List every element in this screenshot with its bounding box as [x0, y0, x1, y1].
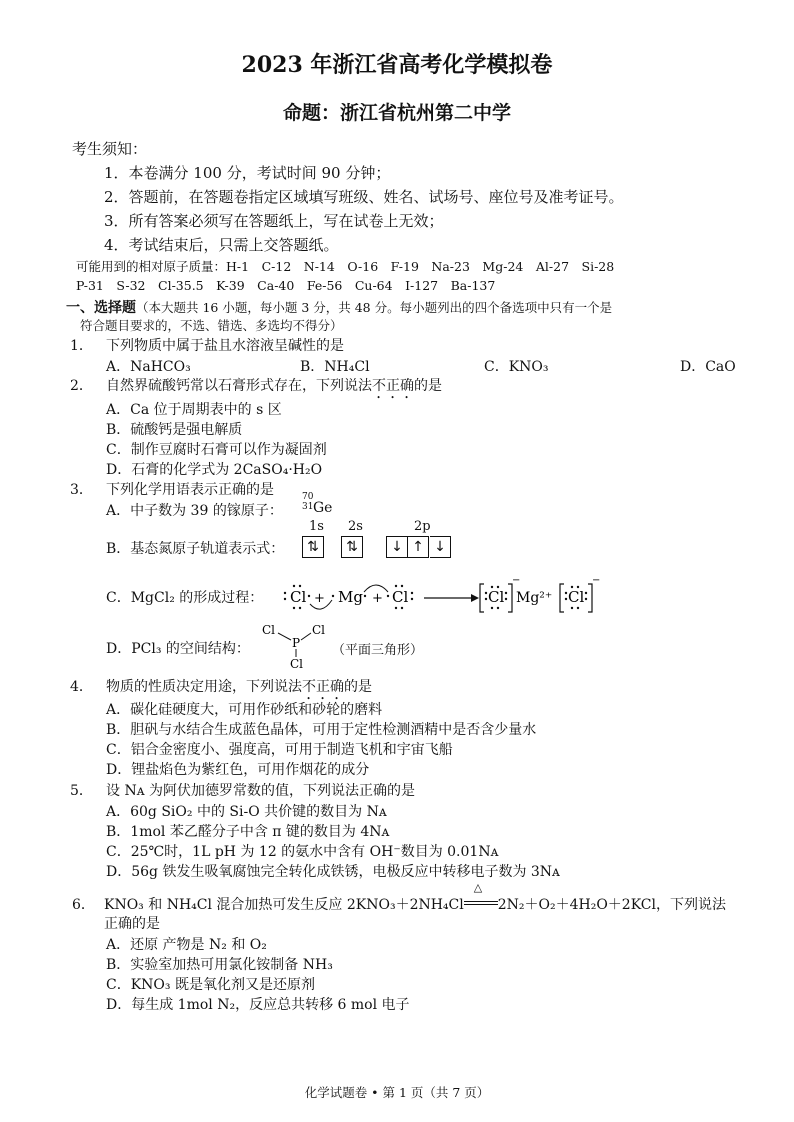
notice-heading: 考生须知： [72, 140, 148, 158]
orbital-box-1s: ⇅ [302, 536, 324, 558]
q6-stem-part-1: KNO₃ 和 NH₄Cl 混合加热可发生反应 2KNO₃＋2NH₄Cl [104, 897, 464, 913]
q3-stem: 下列化学用语表示正确的是 [106, 482, 274, 498]
pcl3-cl-right: Cl [312, 623, 326, 637]
q5-option-b: B．1mol 苯乙醛分子中含 π 键的数目为 4Nᴀ [106, 824, 390, 840]
q4-stem-pre: 物质的性质决定用途，下列说法 [106, 679, 302, 695]
q4-option-a: A．碳化硅硬度大，可用作砂纸和砂轮的磨料 [106, 702, 383, 718]
ion-mg2: Mg²⁺ [516, 590, 553, 606]
orbital-box-2s: ⇅ [341, 536, 363, 558]
atomic-mass-line-1: 可能用到的相对原子质量：H-1 C-12 N-14 O-16 F-19 Na-23 Mg-24 Al-27 Si-28 [76, 259, 615, 274]
q4-option-d: D．锂盐焰色为紫红色，可用作烟花的成分 [106, 762, 370, 778]
section-header [66, 297, 612, 317]
q3-option-a: A．中子数为 39 的镓原子： [106, 503, 283, 519]
q3-number: 3． [70, 482, 93, 498]
delta-symbol: △ [473, 881, 483, 894]
orbital-label-1s: 1s [309, 519, 324, 534]
q2-option-b: B．硫酸钙是强电解质 [106, 422, 243, 438]
q4-stem-emphasis: 不正确 [302, 679, 344, 695]
page-footer: 化学试题卷 • 第 1 页（共 7 页） [304, 1085, 490, 1100]
q6-number: 6． [72, 897, 95, 913]
orbital-label-2s: 2s [348, 519, 363, 534]
orbital-box-2p-1: ↓ [386, 536, 408, 558]
notice-item-3: 3．所有答案必须写在答题纸上，写在试卷上无效； [104, 212, 444, 230]
mgcl2-formation-diagram [276, 574, 606, 618]
electron-dot-cl-2: Cl [392, 588, 409, 606]
q6-option-c: C．KNO₃ 既是氧化剂又是还原剂 [106, 977, 315, 993]
q6-stem [104, 881, 726, 914]
atomic-mass-line-2: P-31 S-32 Cl-35.5 K-39 Ca-40 Fe-56 Cu-64 I-127 Ba-137 [76, 278, 496, 293]
q1-stem: 下列物质中属于盐且水溶液呈碱性的是 [106, 338, 344, 354]
q3-option-d-note: （平面三角形） [332, 643, 424, 658]
q6-option-d: D．每生成 1mol N₂，反应总共转移 6 mol 电子 [106, 997, 410, 1013]
section-instructions: （本大题共 16 小题，每小题 3 分，共 48 分。每小题列出的四个备选项中只有一个是 [136, 300, 613, 315]
notice-item-4: 4．考试结束后，只需上交答题纸。 [104, 236, 339, 254]
q6-stem-part-2: 2N₂＋O₂＋4H₂O＋2KCl，下列说法 [497, 897, 726, 913]
section-instructions-2: 符合题目要求的，不选、错选、多选均不得分） [80, 318, 343, 333]
q5-option-c: C．25℃时，1L pH 为 12 的氨水中含有 OH⁻数目为 0.01Nᴀ [106, 844, 499, 860]
q6-stem-2: 正确的是 [104, 916, 160, 932]
q2-stem-post: 的是 [414, 378, 442, 394]
page-subtitle: 命题：浙江省杭州第二中学 [282, 102, 511, 124]
notice-item-1: 1．本卷满分 100 分，考试时间 90 分钟； [104, 164, 391, 182]
electron-dot-cl-1: Cl [290, 588, 307, 606]
orbital-box-2p-2: ↑ [408, 536, 429, 558]
q1-option-b: B．NH₄Cl [300, 359, 370, 375]
svg-text:−: − [592, 575, 601, 586]
formation-mg: Mg [338, 588, 363, 606]
q4-stem-post: 的是 [344, 679, 372, 695]
q2-option-c: C．制作豆腐时石膏可以作为凝固剂 [106, 442, 327, 458]
q2-stem-pre: 自然界硫酸钙常以石膏形式存在，下列说法 [106, 378, 372, 394]
ion-cl-1: Cl [488, 588, 505, 606]
q1-option-d: D．CaO [680, 359, 736, 375]
isotope-element: Ge [313, 500, 333, 516]
svg-text:−: − [512, 575, 521, 586]
pcl3-cl-bottom: Cl [290, 657, 304, 671]
q2-option-a: A．Ca 位于周期表中的 s 区 [106, 402, 282, 418]
orbital-box-2p-3: ↓ [430, 536, 451, 558]
pcl3-cl-left: Cl [262, 623, 276, 637]
orbital-label-2p: 2p [414, 519, 431, 534]
section-title: 一、选择题 [66, 300, 136, 316]
q2-option-d: D．石膏的化学式为 2CaSO₄·H₂O [106, 462, 323, 478]
pcl3-structure-diagram [252, 618, 342, 674]
q3-option-b: B．基态氮原子轨道表示式： [106, 541, 285, 557]
formation-plus-1: + [314, 591, 325, 606]
q5-number: 5． [70, 783, 93, 799]
q2-stem-emphasis: 不正确 [372, 378, 414, 394]
q3-option-c: C．MgCl₂ 的形成过程： [106, 590, 264, 606]
isotope-mass-number: 70 [302, 492, 314, 502]
q1-option-a: A．NaHCO₃ [106, 359, 191, 375]
q3-option-d: D．PCl₃ 的空间结构： [106, 641, 250, 657]
q5-option-a: A．60g SiO₂ 中的 Si-O 共价键的数目为 Nᴀ [106, 804, 387, 820]
q1-number: 1． [70, 338, 93, 354]
formation-plus-2: + [372, 591, 383, 606]
pcl3-p: P [292, 636, 301, 650]
q6-option-b: B．实验室加热可用氯化铵制备 NH₃ [106, 957, 333, 973]
notice-item-2: 2．答题前，在答题卷指定区域填写班级、姓名、试场号、座位号及准考证号。 [104, 188, 624, 206]
ion-cl-2: Cl [568, 588, 585, 606]
q5-stem: 设 Nᴀ 为阿伏加德罗常数的值，下列说法正确的是 [106, 783, 416, 799]
q6-option-a: A．还原 产物是 N₂ 和 O₂ [106, 937, 267, 953]
q2-stem [106, 375, 442, 402]
isotope-atomic-number: 31 [302, 502, 314, 512]
page-title: 2023 年浙江省高考化学模拟卷 [241, 52, 553, 78]
q4-option-b: B．胆矾与水结合生成蓝色晶体，可用于定性检测酒精中是否含少量水 [106, 722, 537, 738]
q4-option-c: C．铝合金密度小、强度高，可用于制造飞机和宇宙飞船 [106, 742, 453, 758]
q2-number: 2． [70, 378, 93, 394]
q5-option-d: D．56g 铁发生吸氧腐蚀完全转化成铁锈，电极反应中转移电子数为 3Nᴀ [106, 864, 560, 880]
q1-option-c: C．KNO₃ [484, 359, 549, 375]
reaction-heat-arrow [464, 881, 498, 909]
q4-number: 4． [70, 679, 93, 695]
